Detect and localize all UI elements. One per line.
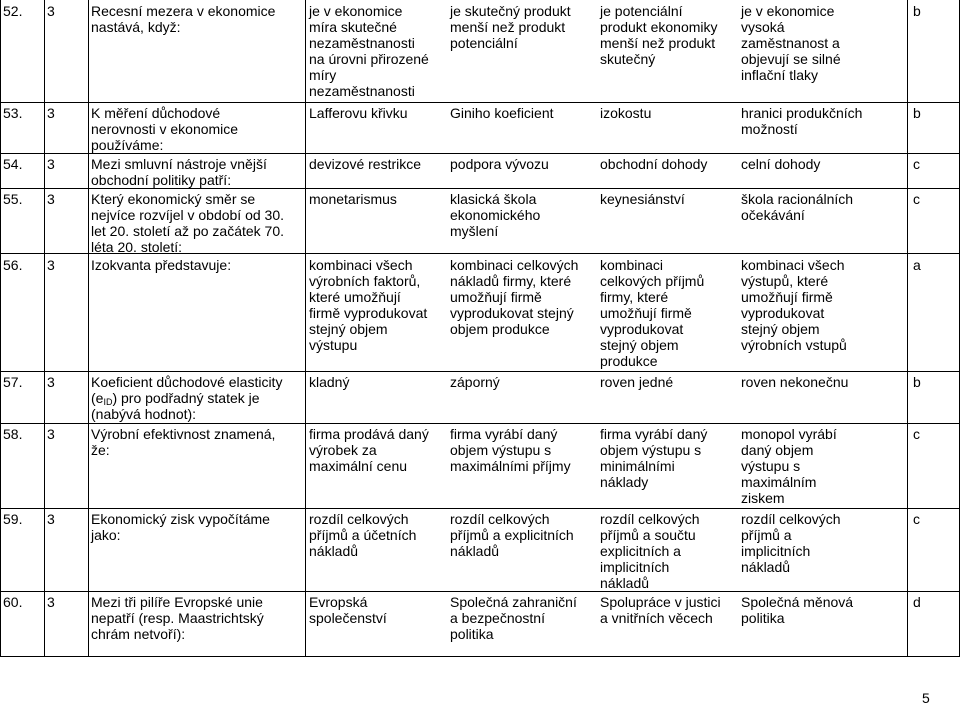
question-text: Izokvanta představuje: [91,257,232,273]
option-b: Společná zahraniční a bezpečnostní politika [450,594,577,642]
question-number: 59. [3,511,23,527]
question-number: 58. [3,426,23,442]
question-text: Mezi tři pilíře Evropské unie nepatří (resp. Maastrichtský chrám netvoří): [91,594,264,642]
question-text: Výrobní efektivnost znamená, že: [91,426,276,458]
option-a: kombinaci všech výrobních faktorů, které umožňují firmě vyprodukovat stejný objem výstupu [309,257,428,353]
question-text-part: ) pro podřadný statek je (nabývá hodnot): [91,390,260,422]
subscript-id: ID [103,397,113,407]
question-number: 52. [3,3,23,19]
option-c: Spolupráce v justici a vnitřních věcech [600,594,721,626]
option-d: celní dohody [741,156,821,172]
correct-answer: c [913,191,920,207]
question-text: Který ekonomický směr se nejvíce rozvíjel v období od 30. let 20. století až po začátek 70. léta 20. století: [91,191,285,255]
option-b: firma vyrábí daný objem výstupu s maximálními příjmy [450,426,571,474]
option-c: firma vyrábí daný objem výstupu s minimálními náklady [600,426,708,490]
correct-answer: b [913,105,921,121]
question-points: 3 [47,374,55,390]
option-a: devizové restrikce [309,156,422,172]
option-b: je skutečný produkt menší než produkt potenciální [450,3,571,51]
option-a: monetarismus [309,191,397,207]
page-number: 5 [922,690,930,706]
option-b: Giniho koeficient [450,105,554,121]
option-d: hranici produkčních možností [741,105,863,137]
option-c: rozdíl celkových příjmů a součtu explicitních a implicitních nákladů [600,511,700,591]
question-points: 3 [47,191,55,207]
option-a: Lafferovu křivku [309,105,408,121]
question-text-part: Koeficient důchodové elasticity (e [91,374,283,406]
option-d: roven nekonečnu [741,374,849,390]
question-text [91,374,301,422]
option-b: rozdíl celkových příjmů a explicitních nákladů [450,511,574,559]
correct-answer: c [913,156,920,172]
question-points: 3 [47,257,55,273]
correct-answer: a [913,257,921,273]
question-number: 57. [3,374,23,390]
option-d: Společná měnová politika [741,594,854,626]
option-d: monopol vyrábí daný objem výstupu s maximálním ziskem [741,426,837,506]
option-a: Evropská společenství [309,594,387,626]
option-b: kombinaci celkových nákladů firmy, které umožňují firmě vyprodukovat stejný objem produkce [450,257,579,337]
option-d: kombinaci všech výstupů, které umožňují firmě vyprodukovat stejný objem výrobních vstupů [741,257,847,353]
question-points: 3 [47,511,55,527]
option-a: je v ekonomice míra skutečné nezaměstnanosti na úrovni přirozené míry nezaměstnanosti [309,3,429,99]
question-text: Mezi smluvní nástroje vnější obchodní politiky patří: [91,156,267,188]
option-d: škola racionálních očekávání [741,191,854,223]
option-a: firma prodává daný výrobek za maximální cenu [309,426,429,474]
question-number: 60. [3,594,23,610]
option-b: klasická škola ekonomického myšlení [450,191,541,239]
question-number: 54. [3,156,23,172]
question-text: K měření důchodové nerovnosti v ekonomice používáme: [91,105,239,153]
correct-answer: d [913,594,921,610]
correct-answer: b [913,374,921,390]
option-a: rozdíl celkových příjmů a účetních nákladů [309,511,417,559]
question-number: 55. [3,191,23,207]
question-points: 3 [47,3,55,19]
option-c: keynesiánství [600,191,685,207]
option-d: rozdíl celkových příjmů a implicitních nákladů [741,511,841,575]
correct-answer: c [913,426,920,442]
question-number: 56. [3,257,23,273]
option-a: kladný [309,374,350,390]
option-b: podpora vývozu [450,156,549,172]
option-d: je v ekonomice vysoká zaměstnanost a objevují se silné inflační tlaky [741,3,841,83]
option-c: je potenciální produkt ekonomiky menší než produkt skutečný [600,3,718,67]
question-points: 3 [47,156,55,172]
option-c: kombinaci celkových příjmů firmy, které umožňují firmě vyprodukovat stejný objem produkce [600,257,705,369]
option-c: obchodní dohody [600,156,708,172]
question-number: 53. [3,105,23,121]
question-text: Ekonomický zisk vypočítáme jako: [91,511,270,543]
question-points: 3 [47,426,55,442]
option-c: roven jedné [600,374,674,390]
question-points: 3 [47,105,55,121]
question-points: 3 [47,594,55,610]
question-text: Recesní mezera v ekonomice nastává, když: [91,3,276,35]
option-c: izokostu [600,105,652,121]
option-b: záporný [450,374,500,390]
correct-answer: b [913,3,921,19]
correct-answer: c [913,511,920,527]
